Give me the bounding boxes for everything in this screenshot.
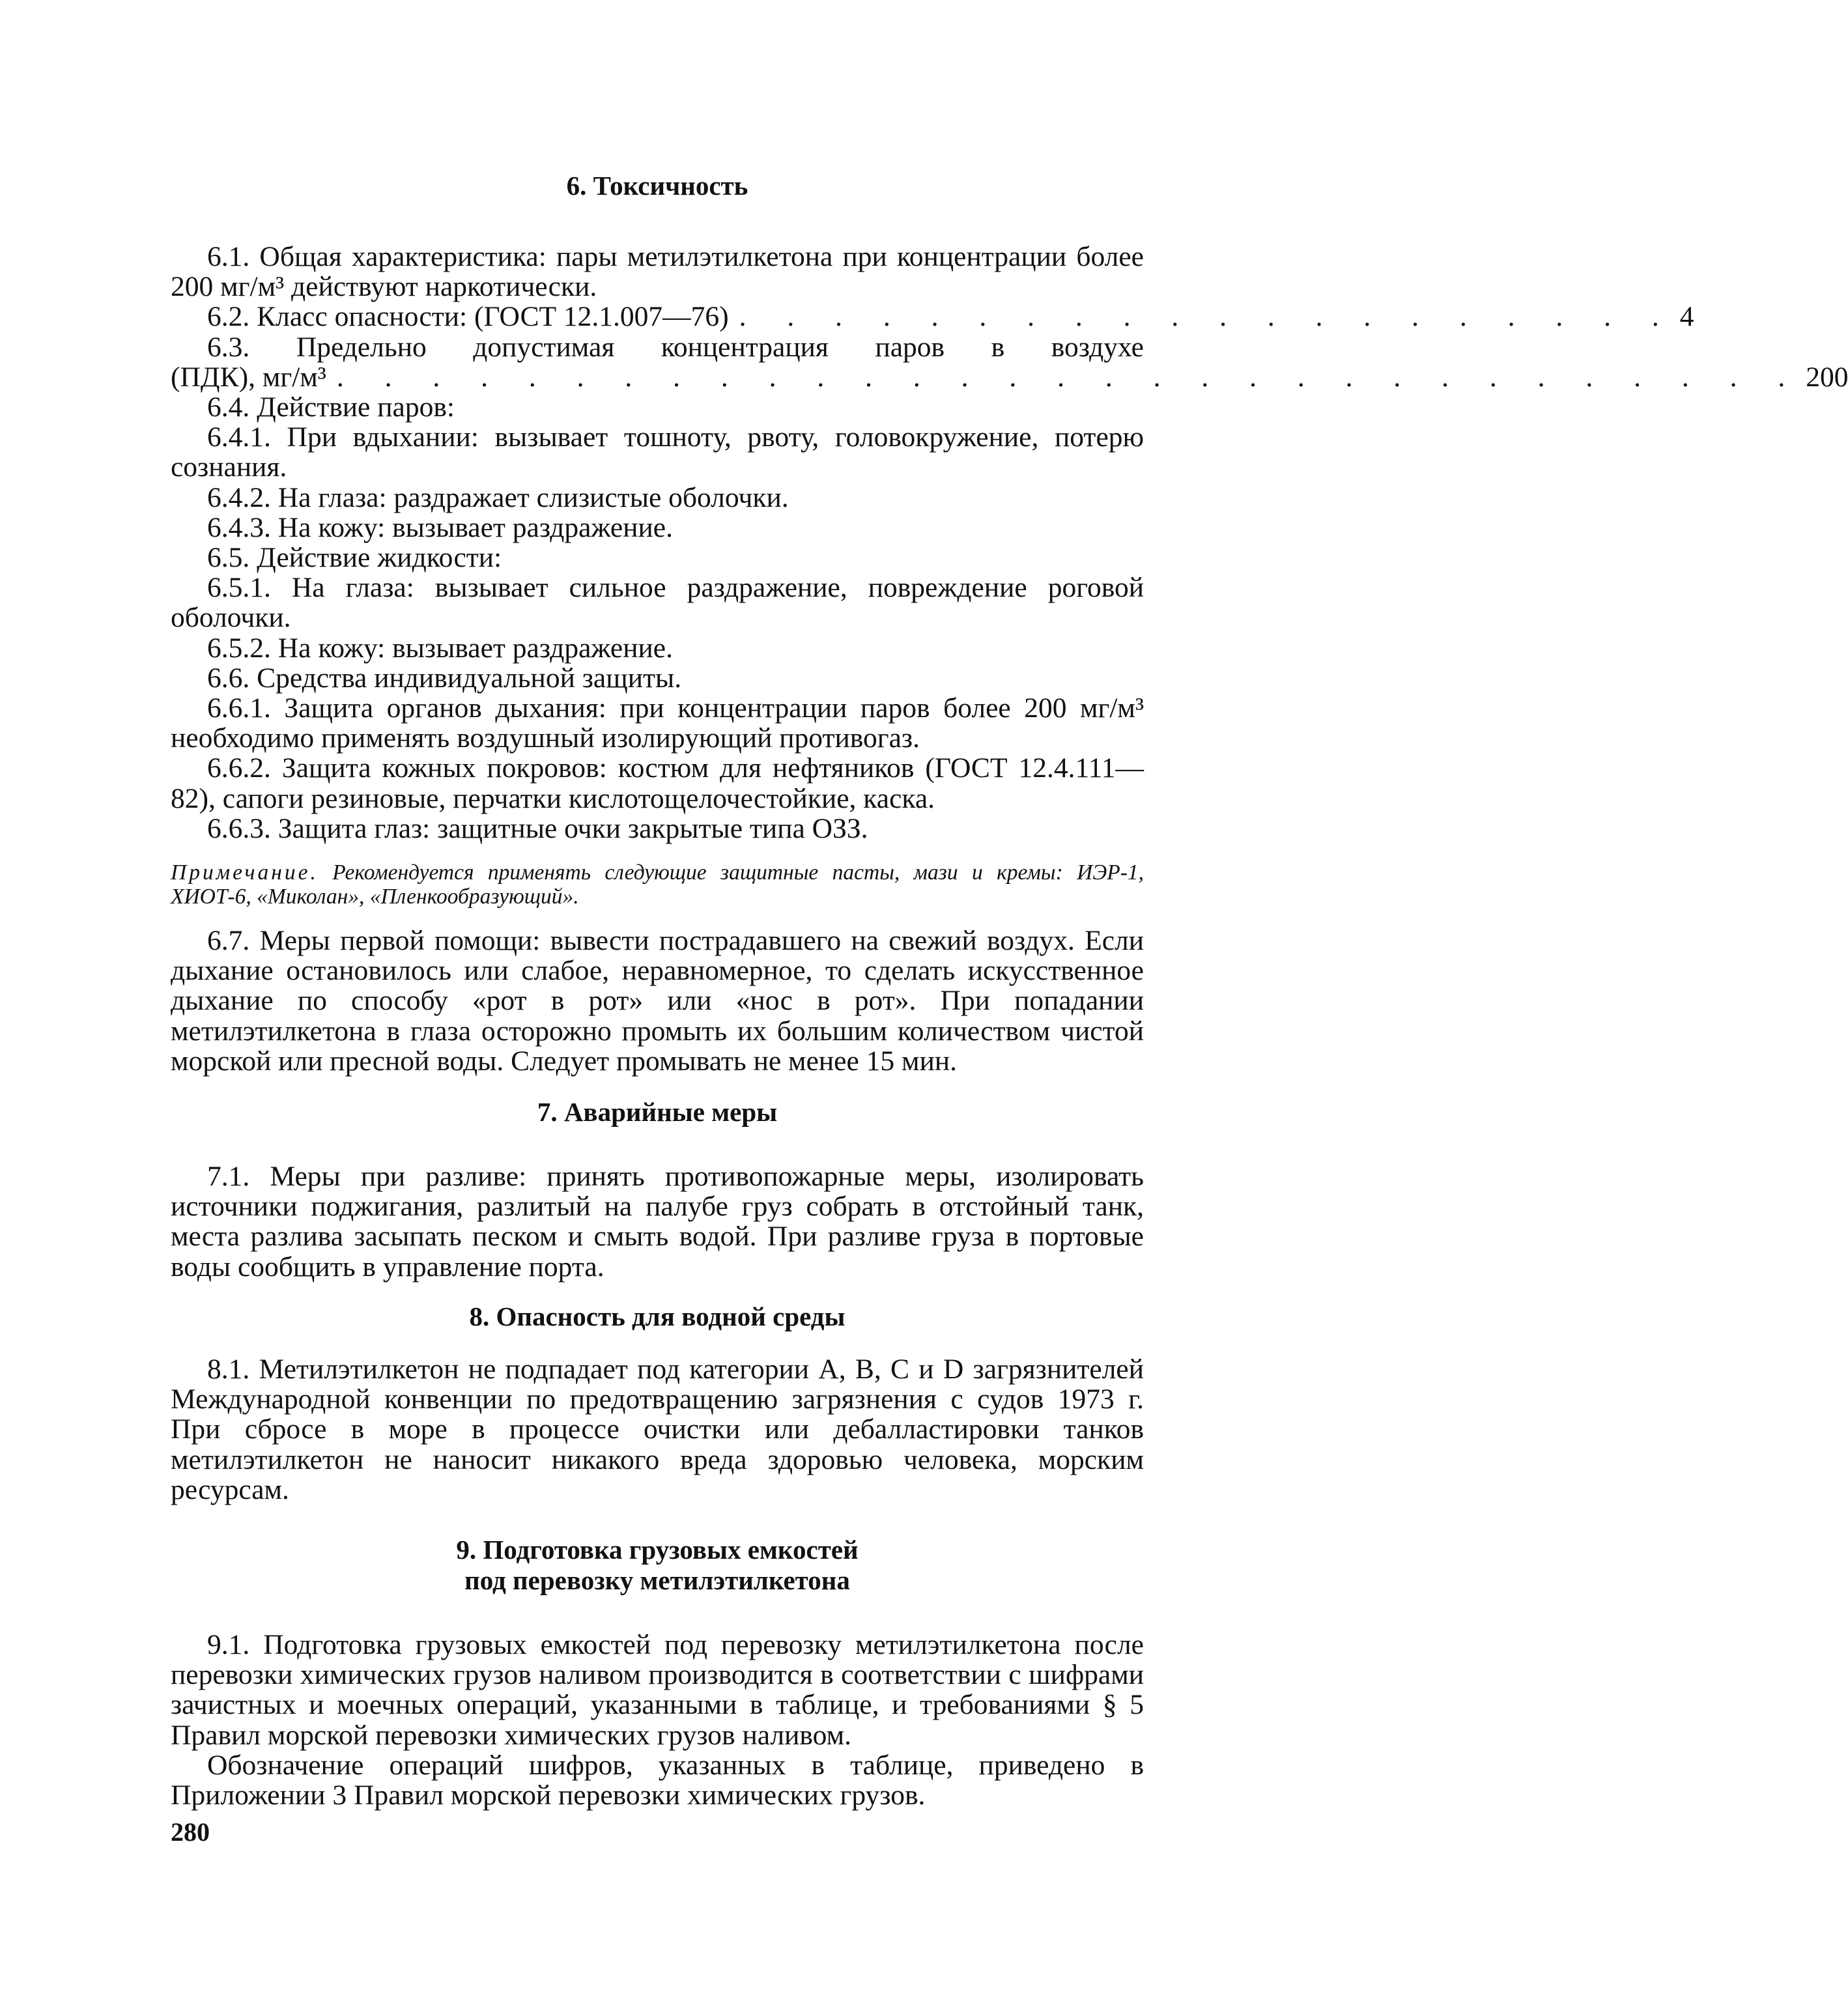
paragraph-6-7: 6.7. Меры первой помощи: вывести пострадавшего на свежий воздух. Если дыхание остановилось или слабое, неравномерное, то сделать искусственное дыхание по способу «рот в рот» или «нос в рот». При попадании метилэтилкетона в глаза осторожно промыть их большим количеством чистой морской или пресной воды. Следует промывать не менее 15 мин. <box>171 925 1144 1077</box>
paragraph-8-1: 8.1. Метилэтилкетон не подпадает под категории A, B, C и D загрязнителей Международной конвенции по предотвращению загрязнения с судов 1973 г. При сбросе в море в процессе очистки или дебалластировки танков метилэтилкетон не наносит никакого вреда здоровью человека, морским ресурсам. <box>171 1353 1144 1505</box>
paragraph-6-5-2: 6.5.2. На кожу: вызывает раздражение. <box>207 632 673 664</box>
paragraph-6-4: 6.4. Действие паров: <box>207 391 455 423</box>
section-7-heading: 7. Аварийные меры <box>537 1097 778 1128</box>
note <box>171 860 1144 909</box>
note-label: Примечание. <box>171 860 319 885</box>
paragraph-6-6-3: 6.6.3. Защита глаз: защитные очки закрытые типа ОЗЗ. <box>207 812 868 844</box>
page-number: 280 <box>171 1817 210 1847</box>
paragraph-6-1: 6.1. Общая характеристика: пары метилэтилкетона при концентрации более 200 мг/м³ действуют наркотически. <box>171 241 1144 303</box>
page-content <box>171 163 1848 1811</box>
paragraph-6-3-value: 200 <box>1806 361 1848 393</box>
paragraph-6-6-2: 6.6.2. Защита кожных покровов: костюм для нефтяников (ГОСТ 12.4.111—82), сапоги резиновые, перчатки кислотощелочестойкие, каска. <box>171 752 1144 814</box>
section-9-heading-line2: под перевозку метилэтилкетона <box>464 1565 850 1595</box>
paragraph-6-3-text: (ПДК), мг/м³ <box>171 361 326 393</box>
paragraph-6-6: 6.6. Средства индивидуальной защиты. <box>207 662 682 694</box>
paragraph-6-5: 6.5. Действие жидкости: <box>207 542 502 574</box>
leader-dots: . . . . . . . . . . . . . . . . . . . . . . . . . . . . . . . <box>336 361 1802 393</box>
paragraph-6-5-1: 6.5.1. На глаза: вызывает сильное раздражение, повреждение роговой оболочки. <box>171 572 1144 634</box>
paragraph-6-2-value: 4 <box>1679 301 1694 333</box>
note-text: Рекомендуется применять следующие защитные пасты, мази и кремы: ИЭР-1, ХИОТ-6, «Миколан», «Пленкообразующий». <box>171 860 1144 909</box>
paragraph-6-3-line2 <box>171 361 1848 393</box>
paragraph-9-2: Обозначение операций шифров, указанных в таблице, приведено в Приложении 3 Правил морской перевозки химических грузов. <box>171 1749 1144 1811</box>
paragraph-6-3: 6.3. Предельно допустимая концентрация паров в воздухе <box>207 331 1144 363</box>
paragraph-7-1: 7.1. Меры при разливе: принять противопожарные меры, изолировать источники поджигания, разлитый на палубе груз собрать в отстойный танк, места разлива засыпать песком и смыть водой. При разливе груза в портовые воды сообщить в управление порта. <box>171 1161 1144 1283</box>
paragraph-6-2 <box>171 301 1694 333</box>
section-6-heading: 6. Токсичность <box>566 171 748 201</box>
paragraph-6-2-text: 6.2. Класс опасности: (ГОСТ 12.1.007—76) <box>207 301 729 333</box>
paragraph-6-4-2: 6.4.2. На глаза: раздражает слизистые оболочки. <box>207 481 789 513</box>
paragraph-9-1: 9.1. Подготовка грузовых емкостей под перевозку метилэтилкетона после перевозки химических грузов наливом производится в соответствии с шифрами зачистных и моечных операций, указанными в таблице, и требованиями § 5 Правил морской перевозки химических грузов наливом. <box>171 1628 1144 1751</box>
section-8-heading: 8. Опасность для водной среды <box>469 1301 846 1331</box>
paragraph-6-4-3: 6.4.3. На кожу: вызывает раздражение. <box>207 511 673 543</box>
paragraph-6-6-1: 6.6.1. Защита органов дыхания: при концентрации паров более 200 мг/м³ необходимо применять воздушный изолирующий противогаз. <box>171 692 1144 754</box>
leader-dots: . . . . . . . . . . . . . . . . . . . . <box>739 301 1676 333</box>
section-9-heading-line1: 9. Подготовка грузовых емкостей <box>456 1534 859 1565</box>
paragraph-6-4-1: 6.4.1. При вдыхании: вызывает тошноту, рвоту, головокружение, потерю сознания. <box>171 421 1144 483</box>
